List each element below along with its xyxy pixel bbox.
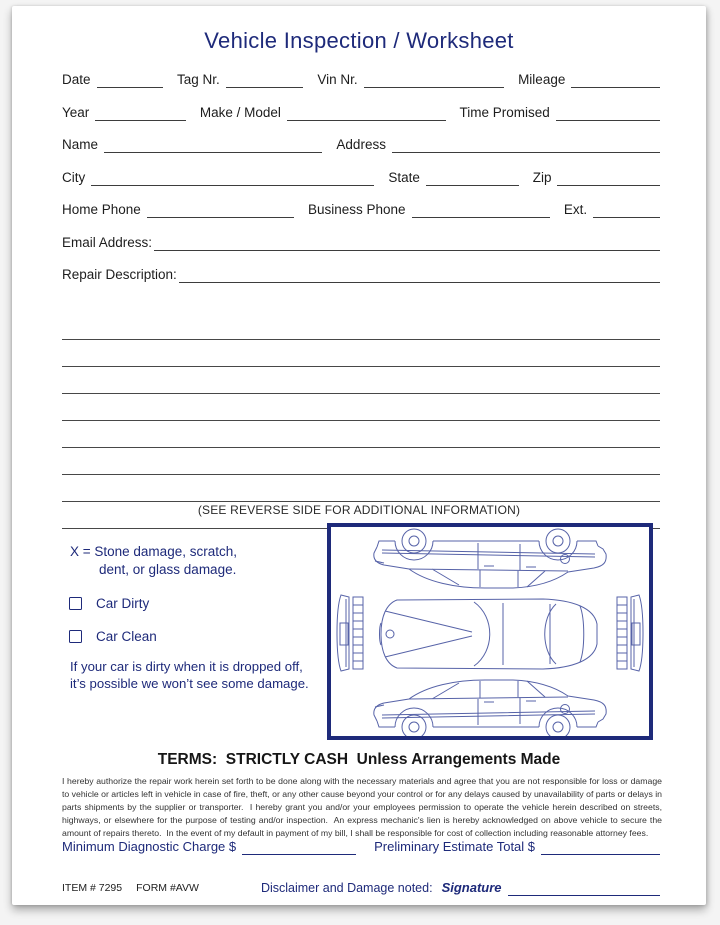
business-phone-blank-line bbox=[412, 201, 550, 218]
form-row-city bbox=[62, 166, 660, 186]
time-promised-blank-line bbox=[556, 104, 660, 121]
form-row-year bbox=[62, 101, 660, 121]
blank-writing-line bbox=[62, 421, 660, 448]
form-row-date bbox=[62, 68, 660, 88]
mileage-label: Mileage bbox=[518, 72, 566, 87]
car-side-view bbox=[374, 680, 606, 736]
blank-writing-line bbox=[62, 367, 660, 394]
blank-writing-line bbox=[62, 287, 660, 313]
address-blank-line bbox=[392, 136, 660, 153]
car-front-view bbox=[337, 595, 363, 671]
blank-writing-line bbox=[62, 313, 660, 340]
car-clean-label: Car Clean bbox=[96, 629, 157, 644]
form-row-repair-description bbox=[62, 263, 660, 283]
dirty-note-line1: If your car is dirty when it is dropped off, bbox=[70, 659, 303, 674]
blank-writing-line bbox=[62, 475, 660, 502]
zip-blank-line bbox=[557, 169, 660, 186]
car-clean-checkbox bbox=[69, 630, 82, 643]
year-label: Year bbox=[62, 104, 90, 120]
damage-key-note bbox=[70, 543, 237, 578]
car-clean-row bbox=[69, 629, 157, 644]
car-top-view bbox=[380, 599, 598, 669]
dirty-car-note bbox=[70, 658, 309, 692]
car-damage-diagram bbox=[327, 523, 653, 740]
email-blank-line bbox=[154, 234, 660, 251]
blank-writing-line bbox=[62, 448, 660, 475]
repair-description-label: Repair Description: bbox=[62, 267, 177, 282]
time-promised-label: Time Promised bbox=[459, 104, 550, 120]
city-label: City bbox=[62, 169, 86, 185]
state-label: State bbox=[388, 169, 420, 185]
see-reverse-note: (SEE REVERSE SIDE FOR ADDITIONAL INFORMATION) bbox=[197, 503, 521, 517]
car-dirty-row bbox=[69, 596, 149, 611]
car-side-view-flipped bbox=[374, 529, 606, 588]
blank-writing-line bbox=[62, 394, 660, 421]
make-model-label: Make / Model bbox=[199, 104, 281, 120]
ext-label: Ext. bbox=[563, 202, 588, 217]
repair-notes-lines bbox=[62, 287, 660, 529]
zip-label: Zip bbox=[532, 169, 552, 185]
damage-key-line2: dent, or glass damage. bbox=[99, 561, 237, 577]
charges-row bbox=[62, 835, 660, 855]
home-phone-label: Home Phone bbox=[62, 202, 141, 217]
signature-blank-line bbox=[508, 879, 660, 896]
date-blank-line bbox=[97, 71, 164, 88]
preliminary-estimate-total-label: Preliminary Estimate Total $ bbox=[374, 839, 536, 854]
signature-label: Signature bbox=[441, 880, 502, 895]
car-views-drawing bbox=[331, 527, 649, 736]
form-row-name bbox=[62, 133, 660, 153]
make-model-blank-line bbox=[287, 104, 446, 121]
business-phone-label: Business Phone bbox=[308, 202, 406, 217]
disclaimer-label: Disclaimer and Damage noted: bbox=[260, 881, 433, 895]
minimum-diagnostic-charge-label: Minimum Diagnostic Charge $ bbox=[62, 839, 237, 854]
vin-nr-label: Vin Nr. bbox=[317, 72, 358, 87]
dirty-note-line2: it’s possible we won’t see some damage. bbox=[70, 676, 309, 691]
form-row-email bbox=[62, 231, 660, 251]
estimate-total-blank-line bbox=[541, 838, 660, 855]
tag-nr-label: Tag Nr. bbox=[177, 72, 220, 87]
mileage-blank-line bbox=[571, 71, 660, 88]
ext-blank-line bbox=[593, 201, 660, 218]
car-rear-view bbox=[617, 595, 643, 671]
header-fields bbox=[62, 68, 660, 296]
vin-nr-blank-line bbox=[364, 71, 504, 88]
name-label: Name bbox=[62, 137, 99, 152]
state-blank-line bbox=[426, 169, 519, 186]
email-label: Email Address: bbox=[62, 234, 153, 250]
year-blank-line bbox=[95, 104, 186, 121]
date-label: Date bbox=[62, 72, 91, 87]
form-row-phones bbox=[62, 198, 660, 218]
terms-heading: TERMS: STRICTLY CASH Unless Arrangements Made bbox=[157, 751, 561, 768]
worksheet-page bbox=[12, 6, 706, 905]
terms-body: I hereby authorize the repair work herein set forth to be done along with the necessary materials and agree that you are not responsible for loss or damage to vehicle or articles left in vehicle in case of fire, theft, or any other cause beyond your control or for any delays caused by unavailability of parts or delays in parts shipments by the supplier or transporter. I hereby grant you and/or your employees permission to operate the vehicle herein described on streets, highways, or elsewhere for the purpose of testing and/or inspection. An express mechanic's lien is hereby acknowledged on above vehicle to secure the amount of repairs thereto. In the event of my default in payment of my bill, I shall be responsible for cost of collection including reasonable attorney fees. bbox=[62, 776, 665, 839]
city-blank-line bbox=[91, 169, 374, 186]
tag-nr-blank-line bbox=[226, 71, 304, 88]
footer-row bbox=[62, 878, 660, 896]
blank-writing-line bbox=[62, 340, 660, 367]
damage-key-line1: X = Stone damage, scratch, bbox=[70, 544, 237, 559]
page-title: Vehicle Inspection / Worksheet bbox=[204, 28, 514, 53]
home-phone-blank-line bbox=[147, 201, 294, 218]
repair-description-blank-line bbox=[179, 266, 660, 283]
address-label: Address bbox=[336, 137, 386, 152]
item-number: ITEM # 7295 bbox=[62, 882, 123, 894]
diagnostic-charge-blank-line bbox=[242, 838, 356, 855]
car-dirty-label: Car Dirty bbox=[96, 596, 150, 611]
car-dirty-checkbox bbox=[69, 597, 82, 610]
form-number: FORM #AVW bbox=[136, 882, 199, 894]
name-blank-line bbox=[104, 136, 322, 153]
